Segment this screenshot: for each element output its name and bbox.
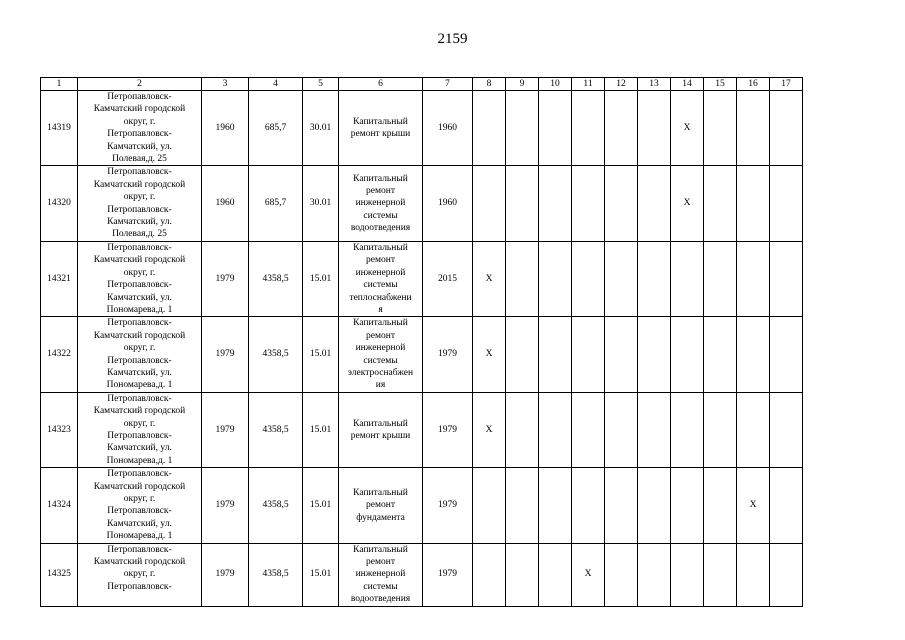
mark-cell-col-8 <box>473 166 506 241</box>
mark-cell-col-11 <box>572 317 605 392</box>
mark-cell-col-14: X <box>671 91 704 166</box>
planned-year-cell: 1979 <box>423 317 473 392</box>
row-id-cell: 14325 <box>41 543 78 606</box>
work-type-cell: Капитальный ремонт инженерной системы электроснабжен ия <box>339 317 423 392</box>
mark-cell-col-12 <box>605 241 638 316</box>
mark-cell-col-10 <box>539 317 572 392</box>
mark-cell-col-15 <box>704 468 737 543</box>
mark-cell-col-17 <box>770 468 803 543</box>
address-cell: Петропавловск- Камчатский городской округ, г. Петропавловск- Камчатский, ул. Пономарева,д. 1 <box>78 392 202 467</box>
mark-cell-col-9 <box>506 166 539 241</box>
column-header-9: 9 <box>506 78 539 91</box>
address-cell: Петропавловск- Камчатский городской округ, г. Петропавловск- <box>78 543 202 606</box>
mark-cell-col-16: X <box>737 468 770 543</box>
mark-cell-col-13 <box>638 392 671 467</box>
column-header-17: 17 <box>770 78 803 91</box>
mark-cell-col-10 <box>539 241 572 316</box>
mark-cell-col-16 <box>737 317 770 392</box>
row-id-cell: 14324 <box>41 468 78 543</box>
address-cell: Петропавловск- Камчатский городской округ, г. Петропавловск- Камчатский, ул. Пономарева,д. 1 <box>78 468 202 543</box>
code-cell: 15.01 <box>303 392 339 467</box>
area-cell: 685,7 <box>249 91 303 166</box>
mark-cell-col-12 <box>605 468 638 543</box>
mark-cell-col-16 <box>737 392 770 467</box>
work-type-cell: Капитальный ремонт инженерной системы водоотведения <box>339 166 423 241</box>
mark-cell-col-13 <box>638 91 671 166</box>
planned-year-cell: 1979 <box>423 543 473 606</box>
area-cell: 4358,5 <box>249 543 303 606</box>
mark-cell-col-12 <box>605 317 638 392</box>
planned-year-cell: 1979 <box>423 392 473 467</box>
mark-cell-col-10 <box>539 468 572 543</box>
mark-cell-col-10 <box>539 392 572 467</box>
work-type-cell: Капитальный ремонт крыши <box>339 91 423 166</box>
planned-year-cell: 1960 <box>423 91 473 166</box>
mark-cell-col-11 <box>572 241 605 316</box>
column-header-12: 12 <box>605 78 638 91</box>
column-header-2: 2 <box>78 78 202 91</box>
mark-cell-col-14 <box>671 317 704 392</box>
code-cell: 30.01 <box>303 166 339 241</box>
table-row <box>41 543 803 606</box>
column-header-3: 3 <box>202 78 249 91</box>
area-cell: 4358,5 <box>249 241 303 316</box>
mark-cell-col-11: X <box>572 543 605 606</box>
code-cell: 15.01 <box>303 468 339 543</box>
area-cell: 685,7 <box>249 166 303 241</box>
mark-cell-col-8 <box>473 468 506 543</box>
mark-cell-col-8: X <box>473 392 506 467</box>
table-row <box>41 91 803 166</box>
mark-cell-col-15 <box>704 91 737 166</box>
table-row <box>41 317 803 392</box>
mark-cell-col-8 <box>473 543 506 606</box>
mark-cell-col-16 <box>737 543 770 606</box>
address-cell: Петропавловск- Камчатский городской округ, г. Петропавловск- Камчатский, ул. Пономарева,д. 1 <box>78 317 202 392</box>
mark-cell-col-17 <box>770 166 803 241</box>
year-built-cell: 1979 <box>202 392 249 467</box>
year-built-cell: 1979 <box>202 317 249 392</box>
area-cell: 4358,5 <box>249 468 303 543</box>
mark-cell-col-9 <box>506 91 539 166</box>
planned-year-cell: 2015 <box>423 241 473 316</box>
address-cell: Петропавловск- Камчатский городской округ, г. Петропавловск- Камчатский, ул. Полевая,д. 25 <box>78 166 202 241</box>
column-header-10: 10 <box>539 78 572 91</box>
mark-cell-col-13 <box>638 543 671 606</box>
column-header-16: 16 <box>737 78 770 91</box>
mark-cell-col-8: X <box>473 241 506 316</box>
row-id-cell: 14321 <box>41 241 78 316</box>
year-built-cell: 1979 <box>202 543 249 606</box>
column-header-4: 4 <box>249 78 303 91</box>
page-number: 2159 <box>437 31 468 47</box>
mark-cell-col-12 <box>605 543 638 606</box>
column-header-5: 5 <box>303 78 339 91</box>
mark-cell-col-13 <box>638 317 671 392</box>
mark-cell-col-10 <box>539 543 572 606</box>
area-cell: 4358,5 <box>249 317 303 392</box>
mark-cell-col-9 <box>506 241 539 316</box>
code-cell: 15.01 <box>303 543 339 606</box>
planned-year-cell: 1960 <box>423 166 473 241</box>
year-built-cell: 1979 <box>202 241 249 316</box>
mark-cell-col-17 <box>770 241 803 316</box>
mark-cell-col-13 <box>638 468 671 543</box>
mark-cell-col-10 <box>539 166 572 241</box>
mark-cell-col-9 <box>506 317 539 392</box>
mark-cell-col-15 <box>704 317 737 392</box>
column-header-15: 15 <box>704 78 737 91</box>
mark-cell-col-11 <box>572 91 605 166</box>
mark-cell-col-17 <box>770 317 803 392</box>
mark-cell-col-14 <box>671 241 704 316</box>
mark-cell-col-8: X <box>473 317 506 392</box>
mark-cell-col-14: X <box>671 166 704 241</box>
mark-cell-col-12 <box>605 392 638 467</box>
work-type-cell: Капитальный ремонт крыши <box>339 392 423 467</box>
row-id-cell: 14320 <box>41 166 78 241</box>
table-row <box>41 241 803 316</box>
mark-cell-col-11 <box>572 392 605 467</box>
address-cell: Петропавловск- Камчатский городской округ, г. Петропавловск- Камчатский, ул. Полевая,д. 25 <box>78 91 202 166</box>
mark-cell-col-17 <box>770 91 803 166</box>
mark-cell-col-17 <box>770 392 803 467</box>
mark-cell-col-15 <box>704 392 737 467</box>
table-row <box>41 468 803 543</box>
mark-cell-col-14 <box>671 468 704 543</box>
row-id-cell: 14319 <box>41 91 78 166</box>
mark-cell-col-9 <box>506 392 539 467</box>
column-header-13: 13 <box>638 78 671 91</box>
document-table <box>40 77 803 607</box>
mark-cell-col-11 <box>572 166 605 241</box>
year-built-cell: 1960 <box>202 166 249 241</box>
mark-cell-col-16 <box>737 91 770 166</box>
mark-cell-col-15 <box>704 166 737 241</box>
planned-year-cell: 1979 <box>423 468 473 543</box>
mark-cell-col-9 <box>506 543 539 606</box>
column-header-8: 8 <box>473 78 506 91</box>
year-built-cell: 1979 <box>202 468 249 543</box>
work-type-cell: Капитальный ремонт фундамента <box>339 468 423 543</box>
work-type-cell: Капитальный ремонт инженерной системы теплоснабжени я <box>339 241 423 316</box>
row-id-cell: 14322 <box>41 317 78 392</box>
mark-cell-col-14 <box>671 392 704 467</box>
column-header-7: 7 <box>423 78 473 91</box>
mark-cell-col-15 <box>704 241 737 316</box>
header-row <box>41 78 803 91</box>
mark-cell-col-12 <box>605 91 638 166</box>
mark-cell-col-16 <box>737 166 770 241</box>
table-row <box>41 166 803 241</box>
mark-cell-col-17 <box>770 543 803 606</box>
mark-cell-col-14 <box>671 543 704 606</box>
column-header-11: 11 <box>572 78 605 91</box>
mark-cell-col-11 <box>572 468 605 543</box>
address-cell: Петропавловск- Камчатский городской округ, г. Петропавловск- Камчатский, ул. Пономарева,д. 1 <box>78 241 202 316</box>
work-type-cell: Капитальный ремонт инженерной системы водоотведения <box>339 543 423 606</box>
year-built-cell: 1960 <box>202 91 249 166</box>
mark-cell-col-8 <box>473 91 506 166</box>
code-cell: 30.01 <box>303 91 339 166</box>
mark-cell-col-13 <box>638 166 671 241</box>
mark-cell-col-13 <box>638 241 671 316</box>
mark-cell-col-10 <box>539 91 572 166</box>
mark-cell-col-9 <box>506 468 539 543</box>
area-cell: 4358,5 <box>249 392 303 467</box>
mark-cell-col-16 <box>737 241 770 316</box>
table-row <box>41 392 803 467</box>
row-id-cell: 14323 <box>41 392 78 467</box>
column-header-6: 6 <box>339 78 423 91</box>
mark-cell-col-12 <box>605 166 638 241</box>
column-header-14: 14 <box>671 78 704 91</box>
code-cell: 15.01 <box>303 241 339 316</box>
code-cell: 15.01 <box>303 317 339 392</box>
column-header-1: 1 <box>41 78 78 91</box>
mark-cell-col-15 <box>704 543 737 606</box>
